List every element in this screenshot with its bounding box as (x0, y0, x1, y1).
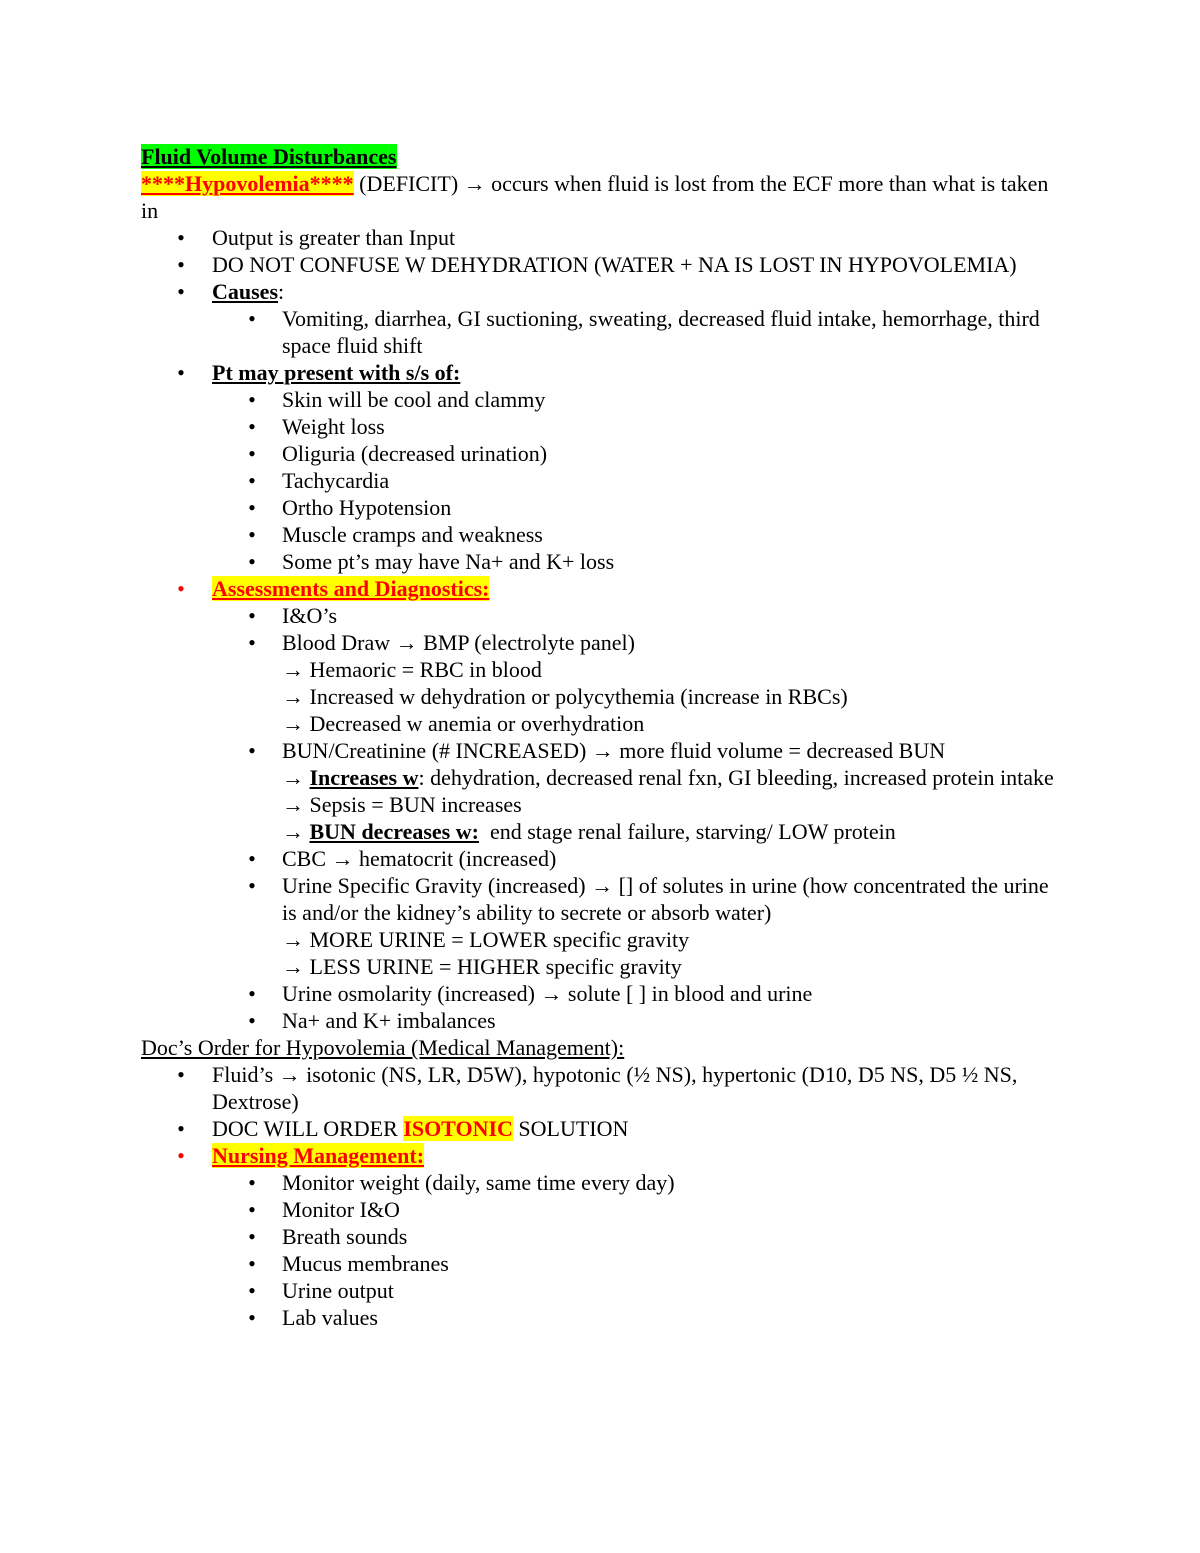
increases-w-label: Increases w (309, 765, 419, 790)
hypovolemia-intro-text: (DEFICIT) → occurs when fluid is lost from the ECF more than what is taken in (141, 171, 1049, 223)
bullet-icon: • (248, 873, 256, 898)
bullet-icon: • (177, 252, 185, 277)
list-item: • Some pt’s may have Na+ and K+ loss (141, 548, 1061, 575)
isotonic-highlight: ISOTONIC (403, 1116, 513, 1141)
docs-order-heading: Doc’s Order for Hypovolemia (Medical Management): (141, 1035, 625, 1060)
document-page (141, 143, 1061, 1331)
bullet-icon: • (177, 360, 185, 385)
hypovolemia-intro (141, 170, 1061, 224)
bullet-icon: • (248, 846, 256, 871)
nursing-management-label: Nursing Management: (212, 1143, 425, 1168)
list-item: • Muscle cramps and weakness (141, 521, 1061, 548)
list-item: • I&O’s (141, 602, 1061, 629)
list-item: • Blood Draw → BMP (electrolyte panel) → Hemaoric = RBC in blood → Increased w dehydration or polycythemia (increase in RBCs) → Decreased w anemia or overhydration (141, 629, 1061, 737)
list-item: • Monitor weight (daily, same time every day) (141, 1169, 1061, 1196)
list-item: • CBC → hematocrit (increased) (141, 845, 1061, 872)
bullet-icon: • (248, 414, 256, 439)
bullet-icon: • (177, 576, 185, 601)
bullet-icon: • (248, 1224, 256, 1249)
bun-decreases-label: BUN decreases w: (309, 819, 479, 844)
signs-symptoms-item (141, 359, 1061, 386)
list-item: • Breath sounds (141, 1223, 1061, 1250)
list-item: • Ortho Hypotension (141, 494, 1061, 521)
bullet-icon: • (248, 441, 256, 466)
causes-label: Causes (212, 279, 279, 304)
bullet-icon: • (248, 522, 256, 547)
bullet-icon: • (248, 1197, 256, 1222)
causes-item: • Causes: (141, 278, 1061, 305)
list-item: • DOC WILL ORDER ISOTONIC SOLUTION (141, 1115, 1061, 1142)
list-item: • Urine osmolarity (increased) → solute [ ] in blood and urine (141, 980, 1061, 1007)
assessments-label: Assessments and Diagnostics: (212, 576, 490, 601)
bullet-icon: • (248, 630, 256, 655)
hypovolemia-heading: ****Hypovolemia**** (141, 171, 354, 196)
list-item: • Weight loss (141, 413, 1061, 440)
assessments-item (141, 575, 1061, 602)
bullet-icon: • (177, 1062, 185, 1087)
list-item: • DO NOT CONFUSE W DEHYDRATION (WATER + NA IS LOST IN HYPOVOLEMIA) (141, 251, 1061, 278)
list-item: • Output is greater than Input (141, 224, 1061, 251)
bullet-icon: • (248, 1278, 256, 1303)
bullet-icon: • (248, 1170, 256, 1195)
bullet-icon: • (248, 981, 256, 1006)
bullet-icon: • (177, 1116, 185, 1141)
bullet-icon: • (248, 549, 256, 574)
bullet-icon: • (248, 387, 256, 412)
bullet-icon: • (248, 1008, 256, 1033)
list-item: • Fluid’s → isotonic (NS, LR, D5W), hypotonic (½ NS), hypertonic (D10, D5 NS, D5 ½ NS, Dextrose) (141, 1061, 1061, 1115)
nursing-management-item (141, 1142, 1061, 1169)
bullet-icon: • (248, 468, 256, 493)
bullet-icon: • (248, 1305, 256, 1330)
bullet-icon: • (177, 279, 185, 304)
list-item: • Mucus membranes (141, 1250, 1061, 1277)
list-item: • Urine output (141, 1277, 1061, 1304)
signs-symptoms-label: Pt may present with s/s of: (212, 360, 461, 385)
bullet-icon: • (248, 495, 256, 520)
list-item: • Lab values (141, 1304, 1061, 1331)
list-item: • Urine Specific Gravity (increased) → [] of solutes in urine (how concentrated the urine is and/or the kidney’s ability to secrete or absorb water) → MORE URINE = LOWER specific gravity → LESS URINE = HIGHER specific gravity (141, 872, 1061, 980)
list-item: • Vomiting, diarrhea, GI suctioning, sweating, decreased fluid intake, hemorrhage, third space fluid shift (141, 305, 1061, 359)
list-item: • Na+ and K+ imbalances (141, 1007, 1061, 1034)
list-item: • Tachycardia (141, 467, 1061, 494)
title-highlight: Fluid Volume Disturbances (141, 144, 397, 169)
bullet-icon: • (177, 1143, 185, 1168)
document-title (141, 143, 1061, 170)
list-item: • Skin will be cool and clammy (141, 386, 1061, 413)
list-item: • BUN/Creatinine (# INCREASED) → more fluid volume = decreased BUN → Increases w: dehydration, decreased renal fxn, GI bleeding, increased protein intake → Sepsis = BUN increases → BUN decreases w: end stage renal failure, starving/ LOW protein (141, 737, 1061, 845)
bullet-icon: • (248, 306, 256, 331)
bullet-icon: • (248, 603, 256, 628)
list-item: • Oliguria (decreased urination) (141, 440, 1061, 467)
bullet-icon: • (248, 1251, 256, 1276)
bullet-icon: • (248, 738, 256, 763)
list-item: • Monitor I&O (141, 1196, 1061, 1223)
bullet-icon: • (177, 225, 185, 250)
